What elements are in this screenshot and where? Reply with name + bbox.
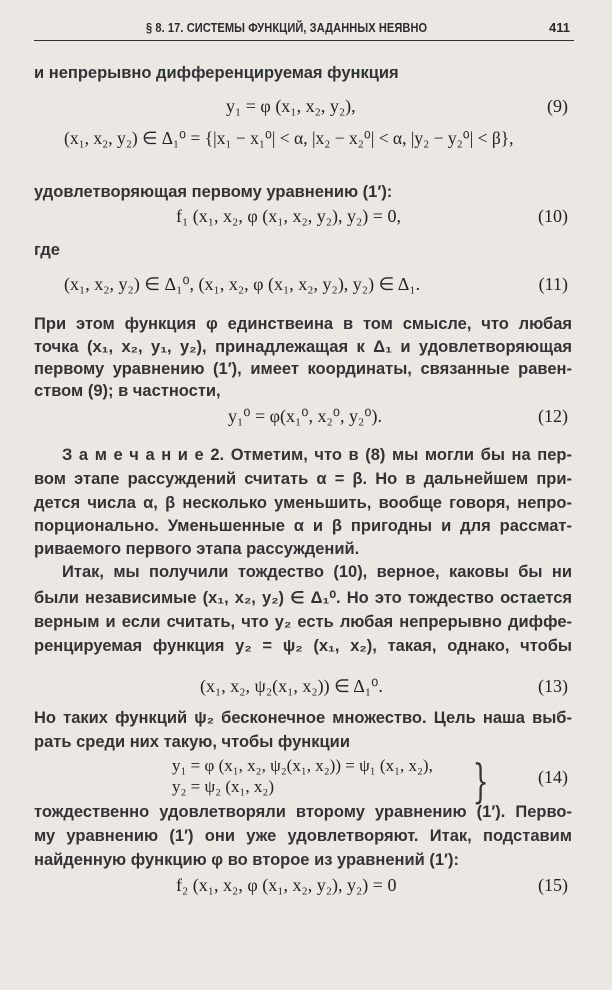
text-line: Но таких функций ψ₂ бесконечное множество. Цель наша выб- [34, 709, 572, 727]
page-number: 411 [549, 20, 570, 35]
remark-line: З а м е ч а н и е 2. Отметим, что в (8) мы могли бы на пер- [62, 446, 572, 464]
text-line: верным и если считать, что y₂ есть любая непрерывно диффе- [34, 613, 572, 631]
text-line: где [34, 241, 60, 259]
text-line: найденную функцию φ во второе из уравнений (1′): [34, 851, 459, 869]
text-line: риваемого первого этапа рассуждений. [34, 540, 360, 558]
formula-14-line2: y₂ = ψ₂ (x₁, x₂) [172, 777, 275, 796]
equation-number: (14) [538, 767, 568, 787]
equation-number: (13) [538, 676, 568, 696]
text-line: были независимые (x₁, x₂, y₂) ∈ Δ₁⁰. Но это тождество остается [34, 589, 572, 607]
formula-15: f₂ (x₁, x₂, φ (x₁, x₂, y₂), y₂) = 0 [176, 875, 397, 895]
equation-number: (11) [538, 274, 568, 294]
formula-10: f₁ (x₁, x₂, φ (x₁, x₂, y₂), y₂) = 0, [176, 206, 401, 226]
formula-12: y₁⁰ = φ(x₁⁰, x₂⁰, y₂⁰). [228, 406, 382, 426]
text-line: удовлетворяющая первому уравнению (1′): [34, 183, 393, 201]
text-line: вом этапе рассуждений считать α = β. Но в дальнейшем при- [34, 470, 572, 488]
formula-11: (x₁, x₂, y₂) ∈ Δ₁⁰, (x₁, x₂, φ (x₁, x₂, y₂), y₂) ∈ Δ₁. [64, 274, 421, 294]
equation-number: (12) [538, 406, 568, 426]
section-title: § 8. 17. СИСТЕМЫ ФУНКЦИЙ, ЗАДАННЫХ НЕЯВНО [146, 20, 428, 35]
text-line: ренцируемая функция y₂ = ψ₂ (x₁, x₂), такая, однако, чтобы [34, 637, 572, 655]
formula-13: (x₁, x₂, ψ₂(x₁, x₂)) ∈ Δ₁⁰. [200, 676, 383, 696]
text-line: и непрерывно дифференцируемая функция [34, 64, 399, 82]
text-line: ством (9); в частности, [34, 382, 221, 400]
equation-number: (10) [538, 206, 568, 226]
formula-14-line1: y₁ = φ (x₁, x₂, ψ₂(x₁, x₂)) = ψ₁ (x₁, x₂), [172, 756, 433, 775]
equation-number: (15) [538, 875, 568, 895]
curly-brace: } [472, 754, 489, 808]
text-line: первому уравнению (1′), имеет координаты, связанные равен- [34, 360, 572, 378]
equation-number: (9) [547, 96, 568, 116]
text-line: дется числа α, β несколько уменьшить, вообще говоря, непро- [34, 494, 572, 512]
text-line: точка (x₁, x₂, y₁, y₂), принадлежащая к Δ₁ и удовлетворяющая [34, 338, 572, 356]
formula-9-domain: (x₁, x₂, y₂) ∈ Δ₁⁰ = {|x₁ − x₁⁰| < α, |x₂ − x₂⁰| < α, |y₂ − y₂⁰| < β}, [64, 128, 514, 148]
running-header [34, 18, 574, 41]
formula-9: y₁ = φ (x₁, x₂, y₂), [226, 96, 356, 116]
text-line: рать среди них такую, чтобы функции [34, 733, 350, 751]
text-line: му уравнению (1′) они уже удовлетворяют. Итак, подставим [34, 827, 572, 845]
text-line: порционально. Уменьшенные α и β пригодны и для рассмат- [34, 517, 572, 535]
text-line: тождественно удовлетворяли второму уравнению (1′). Перво- [34, 803, 572, 821]
text-line: Итак, мы получили тождество (10), верное, каковы бы ни [62, 563, 572, 581]
text-line: При этом функция φ единствеина в том смысле, что любая [34, 315, 572, 333]
